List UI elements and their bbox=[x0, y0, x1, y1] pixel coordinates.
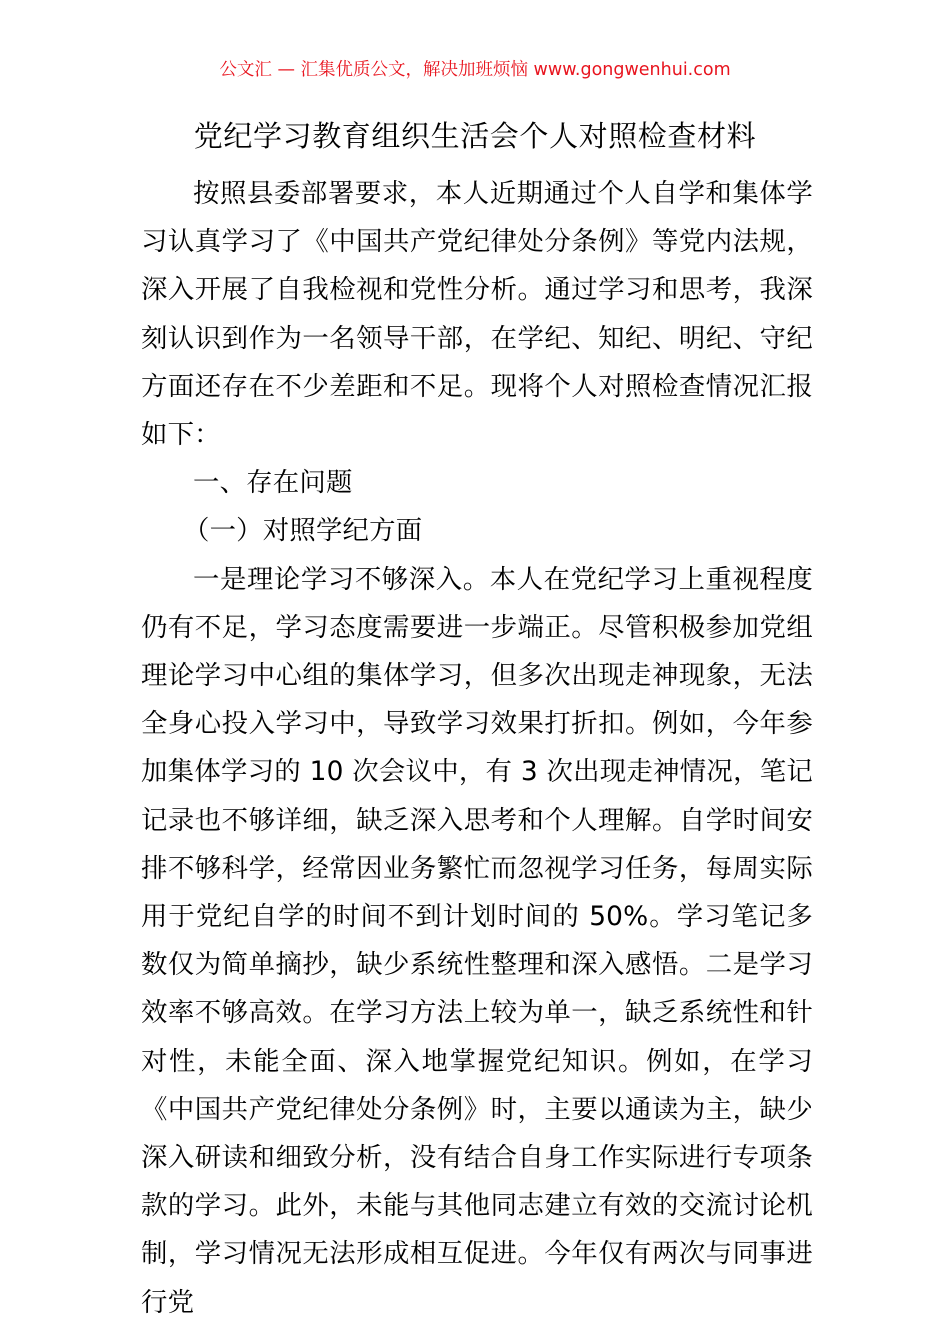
document-body bbox=[141, 170, 813, 1327]
subsection-heading: （一）对照学纪方面 bbox=[183, 515, 423, 547]
site-banner: 公文汇 — 汇集优质公文，解决加班烦恼 www.gongwenhui.com bbox=[219, 60, 731, 80]
document-title: 党纪学习教育组织生活会个人对照检查材料 bbox=[193, 119, 757, 153]
intro-paragraph: 按照县委部署要求，本人近期通过个人自学和集体学习认真学习了《中国共产党纪律处分条例》等党内法规，深入开展了自我检视和党性分析。通过学习和思考，我深刻认识到作为一名领导干部，在学纪、知纪、明纪、守纪方面还存在不少差距和不足。现将个人对照检查情况汇报如下： bbox=[141, 178, 813, 451]
body-paragraph: 一是理论学习不够深入。本人在党纪学习上重视程度仍有不足，学习态度需要进一步端正。尽管积极参加党组理论学习中心组的集体学习，但多次出现走神现象，无法全身心投入学习中，导致学习效果打折扣。例如，今年参加集体学习的 10 次会议中，有 3 次出现走神情况，笔记记录也不够详细，缺乏深入思考和个人理解。自学时间安排不够科学，经常因业务繁忙而忽视学习任务，每周实际用于党纪自学的时间不到计划时间的 50%。学习笔记多数仅为简单摘抄，缺少系统性整理和深入感悟。二是学习效率不够高效。在学习方法上较为单一，缺乏系统性和针对性，未能全面、深入地掌握党纪知识。例如，在学习《中国共产党纪律处分条例》时，主要以通读为主，缺少深入研读和细致分析，没有结合自身工作实际进行专项条款的学习。此外，未能与其他同志建立有效的交流讨论机制，学习情况无法形成相互促进。今年仅有两次与同事进行党 bbox=[141, 563, 813, 1318]
section-heading: 一、存在问题 bbox=[193, 467, 353, 499]
